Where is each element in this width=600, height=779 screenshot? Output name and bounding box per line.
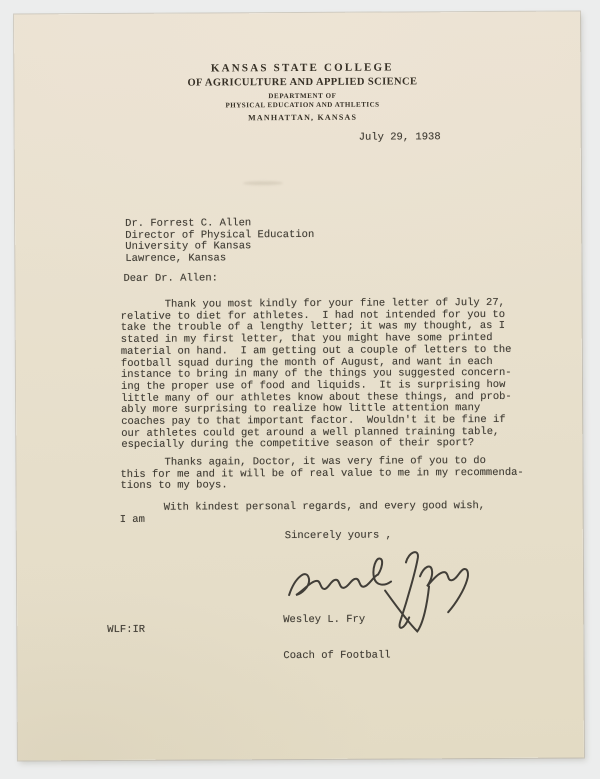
body-paragraph-3: With kindest personal regards, and every good wish, I am: [119, 500, 486, 526]
letterhead-location: MANHATTAN, KANSAS: [248, 112, 358, 123]
date-line: July 29, 1938: [358, 131, 441, 144]
signature-typed-name: Wesley L. Fry: [283, 614, 366, 627]
typist-initials: WLF:IR: [107, 623, 146, 637]
signature-block: [283, 592, 391, 686]
letterhead-college-line1: KANSAS STATE COLLEGE: [210, 61, 394, 75]
body-paragraph-2: Thanks again, Doctor, it was very fine of you to do this for me and it will be of real value to me in my recommenda- tions to my boys.: [120, 455, 524, 493]
body-paragraph-1: Thank you most kindly for your fine letter of July 27, relative to diet for athletes. I had not intended for you to take the trouble of a lengthy letter; it was my thought, as I stated in my first letter, that you might have some printed material on hand. I am getting out a couple of letters to the football squad during the month of August, and want in each instance to bring in many of the things you suggested concern- ing the proper use of food and liquids. It is surprising how little many of our athletes know about these things, and prob- ably more surprising to realize how little attention many coaches pay to that important factor. Wouldn't it be fine if our athletes could get around a well planned training table, especially during the competitive season of their sport?: [120, 296, 512, 452]
closing-phrase: Sincerely yours ,: [284, 529, 392, 543]
recipient-address: Dr. Forrest C. Allen Director of Physical Education University of Kansas Lawrence, Kansas: [125, 217, 315, 266]
letterhead-department-line2: PHYSICAL EDUCATION AND ATHLETICS: [225, 100, 380, 110]
signature-typed-title: Coach of Football: [283, 649, 391, 662]
salutation: Dear Dr. Allen:: [123, 272, 218, 285]
letterhead: [14, 61, 580, 124]
paper-blemish: [243, 181, 283, 185]
letterhead-college-line2: OF AGRICULTURE AND APPLIED SCIENCE: [187, 76, 418, 89]
letterhead-department-line1: DEPARTMENT OF: [268, 91, 337, 101]
letter-paper: [14, 12, 584, 761]
